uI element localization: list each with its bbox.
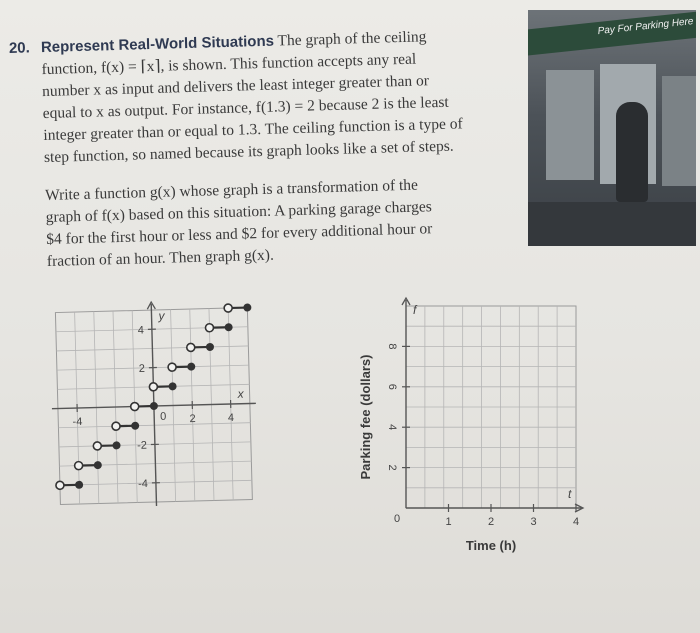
y-tick-label: -4 — [137, 478, 149, 491]
x-axis-label: x — [237, 386, 244, 401]
problem-number: 20. — [8, 39, 31, 57]
y-tick-label: 6 — [386, 383, 399, 390]
open-endpoint — [187, 343, 195, 351]
problem-heading: Represent Real-World Situations — [40, 32, 275, 57]
problem-line-4: integer greater than or equal to 1.3. The ceiling function is a type of — [43, 115, 463, 145]
ceiling-function-graph — [30, 300, 280, 520]
closed-endpoint — [168, 382, 176, 390]
task-line-1: graph of f(x) based on this situation: A parking garage charges — [45, 198, 433, 227]
x-tick-label: -4 — [72, 415, 83, 429]
y-axis-label: y — [158, 308, 165, 323]
problem-line-2: number x as input and delivers the least integer greater than or — [41, 72, 430, 101]
parking-fee-graph — [350, 296, 590, 558]
x-tick-label: 3 — [530, 516, 537, 528]
problem-line-3: equal to x as output. For instance, f(1.3) = 2 because 2 is the least — [42, 93, 449, 123]
t-axis-label: t — [568, 487, 572, 501]
parking-sign — [528, 10, 696, 56]
open-endpoint — [131, 402, 139, 410]
open-endpoint — [149, 383, 157, 391]
y-axis-title: Parking fee (dollars) — [358, 354, 373, 480]
closed-endpoint — [112, 441, 120, 449]
problem-statement — [41, 24, 515, 169]
y-tick-label: 2 — [386, 464, 399, 471]
x-axis-title: Time (h) — [465, 538, 517, 553]
y-tick-label: -2 — [136, 439, 148, 452]
closed-endpoint — [206, 343, 214, 351]
open-endpoint — [224, 304, 232, 312]
y-tick-label: 8 — [386, 343, 399, 350]
x-tick-label: 2 — [487, 516, 495, 528]
origin-label: 0 — [160, 410, 167, 423]
problem-line-1: function, f(x) = ⌈x⌉, is shown. This function accepts any real — [41, 50, 417, 79]
pay-machine — [546, 70, 594, 180]
graph2-labels — [358, 303, 579, 553]
problem-line-0: The graph of the ceiling — [277, 28, 427, 50]
closed-endpoint — [94, 461, 102, 469]
open-endpoint — [112, 422, 120, 430]
open-endpoint — [75, 462, 83, 470]
closed-endpoint — [225, 323, 233, 331]
task-line-0: Write a function g(x) whose graph is a transformation of the — [44, 176, 419, 205]
open-endpoint — [93, 442, 101, 450]
closed-endpoint — [243, 303, 251, 311]
task-statement — [45, 173, 487, 273]
closed-endpoint — [75, 481, 83, 489]
x-tick-label: 4 — [227, 411, 235, 425]
graph2-grid — [406, 306, 576, 508]
y-tick-label: 2 — [138, 362, 146, 376]
x-tick-label: 1 — [445, 516, 452, 528]
open-endpoint — [205, 324, 213, 332]
open-endpoint — [56, 481, 64, 489]
function-label: f — [413, 303, 417, 317]
task-line-3: fraction of an hour. Then graph g(x). — [46, 246, 275, 271]
task-line-2: $4 for the first hour or less and $2 for every additional hour or — [46, 220, 433, 249]
problem-block — [8, 0, 513, 271]
x-tick-label: 2 — [189, 412, 196, 426]
problem-line-5: step function, so named because its graph looks like a set of steps. — [43, 137, 454, 167]
floor — [528, 202, 696, 246]
parking-photo — [528, 10, 696, 246]
graph2-axes — [402, 298, 583, 512]
x-tick-label: 4 — [572, 516, 580, 528]
person-silhouette — [616, 102, 648, 202]
closed-endpoint — [150, 402, 158, 410]
pay-machine — [662, 76, 696, 186]
closed-endpoint — [187, 363, 195, 371]
open-endpoint — [168, 363, 176, 371]
y-tick-label: 4 — [386, 424, 399, 431]
origin-label: 0 — [394, 513, 401, 525]
y-tick-label: 4 — [137, 324, 145, 337]
closed-endpoint — [131, 422, 139, 430]
parking-sign-text: Pay For Parking Here — [597, 16, 694, 38]
